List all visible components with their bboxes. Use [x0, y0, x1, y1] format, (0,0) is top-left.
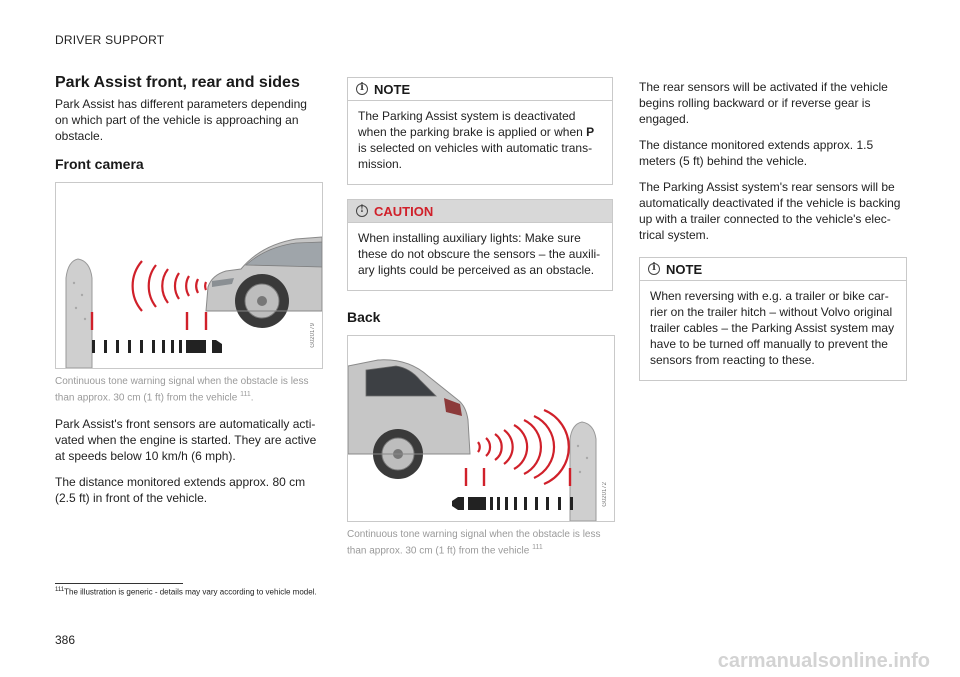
- front-camera-heading: Front camera: [55, 156, 144, 172]
- car-rear: [348, 360, 470, 479]
- front-distance-paragraph: The distance monitored extends approx. 80 cm (2.5 ft) in front of the vehicle.: [55, 475, 306, 506]
- signal-arcs: [133, 261, 206, 311]
- image-code: G020172: [602, 482, 608, 507]
- footnote-reference[interactable]: 111: [532, 544, 543, 551]
- rear-sensor-illustration: [347, 335, 615, 522]
- caution-box: [347, 199, 613, 291]
- rear-figure-caption: Continuous tone warning signal when the obstacle is less than approx. 30 cm (1 ft) from the vehicle $^{111}$: [347, 529, 601, 557]
- column-left: [55, 74, 323, 516]
- section-header: DRIVER SUPPORT: [55, 33, 165, 47]
- front-sensors-paragraph: Park Assist's front sensors are automatically acti-vated when the engine is started. They are active at speeds below 10 km/h (6 mph).: [55, 417, 317, 464]
- obstacle-post: [66, 259, 92, 368]
- info-icon: i: [356, 83, 368, 95]
- rear-distance-paragraph: The distance monitored extends approx. 1.5 meters (5 ft) behind the vehicle.: [639, 138, 874, 168]
- caution-label: CAUTION: [374, 203, 434, 219]
- rear-sensor-drawing: [348, 336, 614, 521]
- intro-paragraph: Park Assist has different parameters depending on which part of the vehicle is approaching an obstacle.: [55, 97, 307, 143]
- note-text: When reversing with e.g. a trailer or bike car-rier on the trailer hitch – without Volvo original trailer cables – the Parking Assist system may have to be turned off manually to prevent the sensors from reacting to these.: [650, 289, 895, 367]
- column-right: [639, 79, 907, 395]
- note-box-trailer: [639, 257, 907, 381]
- proximity-gauge: [92, 340, 222, 353]
- front-sensor-drawing: [56, 183, 322, 368]
- rear-activation-paragraph: The rear sensors will be activated if the vehicle begins rolling backward or if reverse gear is engaged.: [639, 80, 888, 126]
- footnote: $^{111}$The illustration is generic - details may vary according to vehicle model.: [55, 587, 317, 597]
- footnote-number: 111: [55, 587, 65, 593]
- front-figure-caption: Continuous tone warning signal when the obstacle is less than approx. 30 cm (1 ft) from the vehicle $^{111}$.: [55, 376, 309, 404]
- warning-icon: !: [356, 205, 368, 217]
- image-code: G020179: [310, 323, 316, 348]
- note-label: NOTE: [666, 261, 703, 277]
- proximity-gauge: [452, 497, 573, 510]
- front-sensor-illustration: [55, 182, 323, 369]
- obstacle-post: [570, 422, 596, 521]
- back-heading: Back: [347, 309, 381, 325]
- page-title: Park Assist front, rear and sides: [55, 74, 300, 91]
- rear-deactivation-paragraph: The Parking Assist system's rear sensors will be automatically deactivated if the vehicle is backing up with a trailer connected to the vehicle's elec-trical system.: [639, 180, 901, 242]
- note-label: NOTE: [374, 81, 411, 97]
- caution-text: When installing auxiliary lights: Make sure these do not obscure the sensors – the auxili-ary lights could be perceived as an obstacle.: [358, 231, 601, 277]
- footnote-reference[interactable]: 111: [240, 391, 251, 398]
- note-box: [347, 77, 613, 185]
- footnote-divider: [55, 583, 183, 584]
- signal-arcs: [478, 410, 569, 484]
- page-number: 386: [55, 633, 76, 647]
- column-middle: [347, 77, 613, 569]
- note-text: The Parking Assist system is deactivated when the parking brake is applied or when P is selected on vehicles with automatic trans-mission.: [358, 109, 595, 171]
- car-front: [206, 237, 322, 328]
- info-icon: i: [648, 263, 660, 275]
- watermark: carmanualsonline.info: [717, 650, 930, 672]
